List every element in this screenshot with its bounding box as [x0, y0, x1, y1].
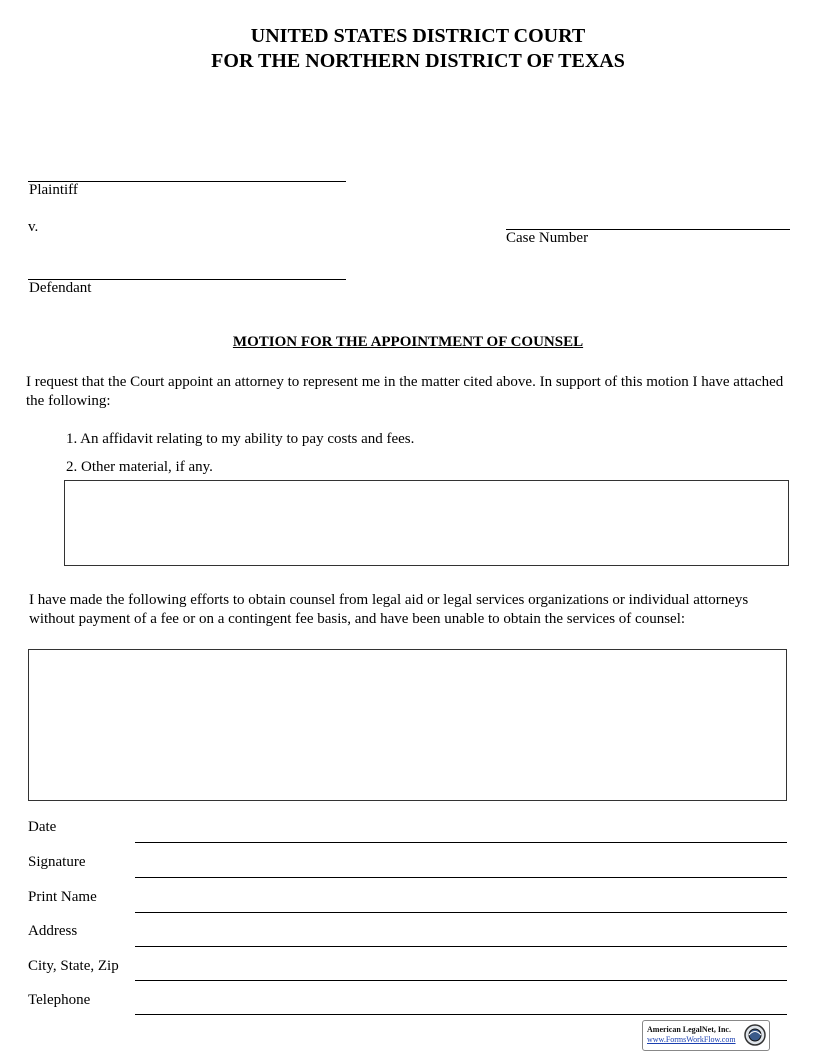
legalnet-logo[interactable] [642, 1020, 770, 1051]
attachment-item-2: 2. Other material, if any. [66, 459, 213, 475]
signature-line[interactable] [135, 877, 787, 878]
motion-intro: I request that the Court appoint an attorney to represent me in the matter cited above. In support of this motion I have attached the following: [26, 374, 784, 409]
attachment-item-1: 1. An affidavit relating to my ability to pay costs and fees. [66, 431, 415, 447]
court-header [0, 24, 816, 74]
globe-icon [744, 1024, 766, 1046]
other-material-field[interactable] [64, 480, 789, 566]
plaintiff-label: Plaintiff [29, 182, 78, 198]
case-number-label: Case Number [506, 230, 589, 246]
print-name-label: Print Name [28, 889, 97, 905]
defendant-label: Defendant [29, 280, 92, 296]
telephone-line[interactable] [135, 1014, 787, 1015]
address-line[interactable] [135, 946, 787, 947]
efforts-text: I have made the following efforts to obtain counsel from legal aid or legal services organizations or individual attorneys without payment of a fee or on a contingent fee basis, and have been unable to obtain the services of counsel: [29, 592, 749, 627]
motion-title: MOTION FOR THE APPOINTMENT OF COUNSEL [232, 334, 584, 350]
logo-url[interactable]: www.FormsWorkFlow.com [647, 1035, 736, 1044]
city-state-zip-line[interactable] [135, 980, 787, 981]
versus-label: v. [28, 219, 39, 235]
date-line[interactable] [135, 842, 787, 843]
efforts-field[interactable] [28, 649, 787, 801]
court-district: FOR THE NORTHERN DISTRICT OF TEXAS [211, 50, 625, 72]
telephone-label: Telephone [28, 992, 91, 1008]
signature-label: Signature [28, 854, 86, 870]
date-label: Date [28, 819, 57, 835]
court-name: UNITED STATES DISTRICT COURT [250, 25, 586, 47]
print-name-line[interactable] [135, 912, 787, 913]
city-state-zip-label: City, State, Zip [28, 958, 119, 974]
address-label: Address [28, 923, 78, 939]
logo-company-name: American LegalNet, Inc. [647, 1025, 731, 1034]
